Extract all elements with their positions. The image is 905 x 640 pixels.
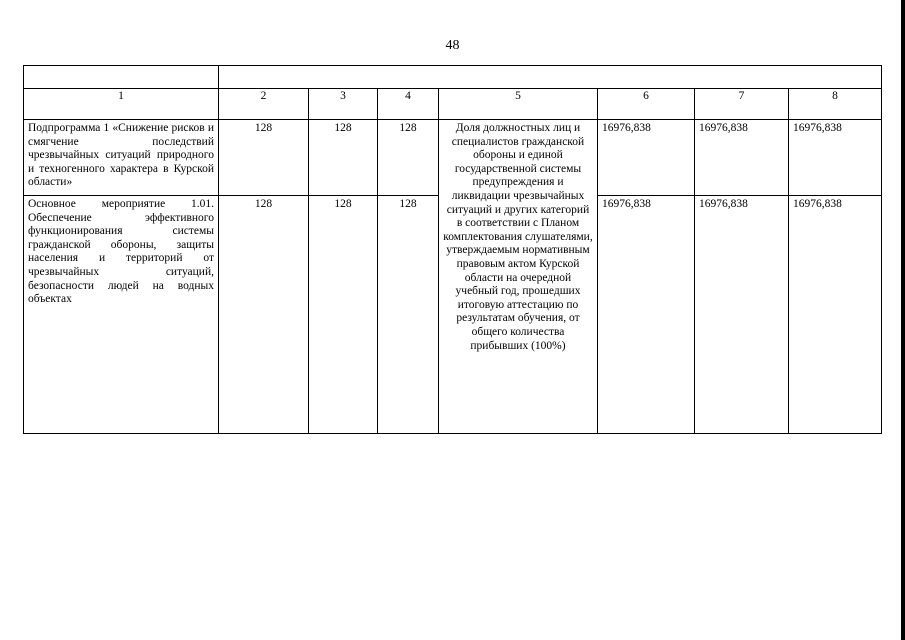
value-col6: 16976,838 <box>598 196 695 434</box>
value-col8: 16976,838 <box>789 120 882 196</box>
row-name: Подпрограмма 1 «Снижение рисков и смягчение последствий чрезвычайных ситуаций природного и техногенного характера в Курской области» <box>24 120 219 196</box>
header-blank-row <box>24 66 882 89</box>
value-col7: 16976,838 <box>695 120 789 196</box>
table-row-subprogram <box>24 120 882 196</box>
column-number: 5 <box>439 89 598 120</box>
column-number: 2 <box>219 89 309 120</box>
column-number: 1 <box>24 89 219 120</box>
column-number: 6 <box>598 89 695 120</box>
page-number: 48 <box>445 38 460 53</box>
page-edge <box>901 0 905 640</box>
value-col4: 128 <box>378 120 439 196</box>
value-col6: 16976,838 <box>598 120 695 196</box>
value-col7: 16976,838 <box>695 196 789 434</box>
program-table <box>23 65 882 434</box>
column-number: 4 <box>378 89 439 120</box>
column-number-row <box>24 89 882 120</box>
value-col3: 128 <box>309 196 378 434</box>
value-col2: 128 <box>219 196 309 434</box>
column-number: 8 <box>789 89 882 120</box>
column-number: 7 <box>695 89 789 120</box>
header-blank-cell-left <box>24 66 219 89</box>
value-col4: 128 <box>378 196 439 434</box>
column-number: 3 <box>309 89 378 120</box>
row-name: Основное мероприятие 1.01. Обеспечение эффективного функционирования системы гражданской обороны, защиты населения и территорий от чрезвычайных ситуаций, безопасности людей на водных объектах <box>24 196 219 434</box>
header-blank-cell-right <box>219 66 882 89</box>
value-col3: 128 <box>309 120 378 196</box>
value-col8: 16976,838 <box>789 196 882 434</box>
value-col2: 128 <box>219 120 309 196</box>
indicator-description: Доля должностных лиц и специалистов гражданской обороны и единой государственной системы предупреждения и ликвидации чрезвычайных ситуаций и других категорий в соответствии с Планом комплектования слушателями, утверждаемым нормативным правовым актом Курской области на очередной учебный год, прошедших итоговую аттестацию по результатам обучения, от общего количества прибывших (100%) <box>439 120 598 434</box>
